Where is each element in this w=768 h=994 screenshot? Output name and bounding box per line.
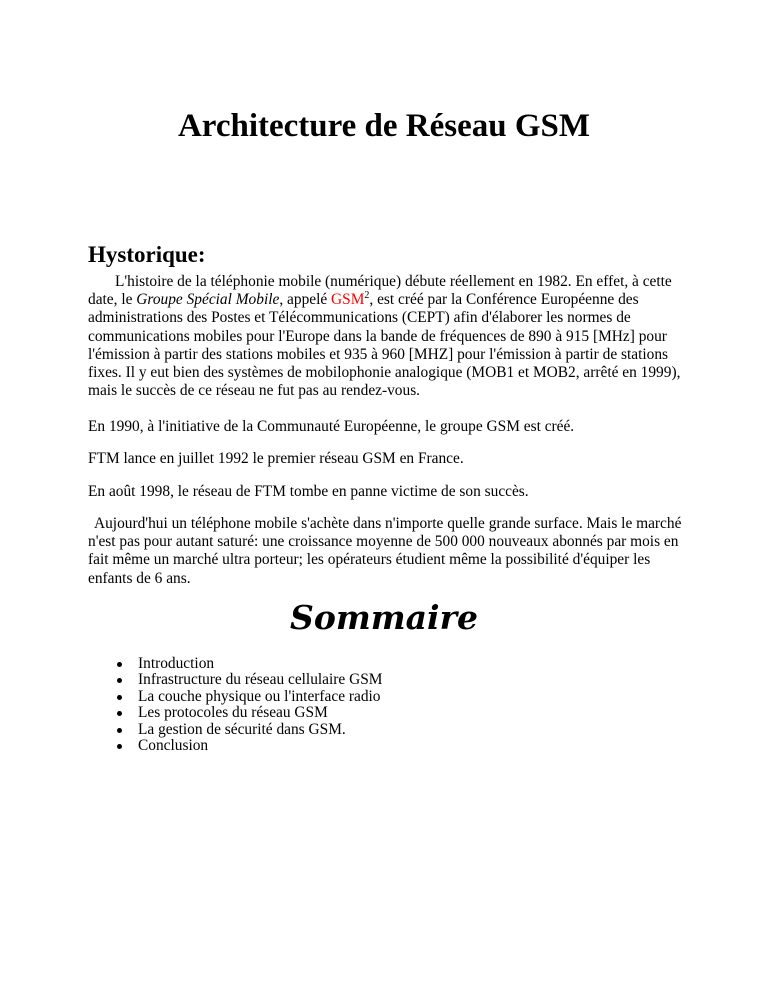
summary-item-label: Conclusion: [138, 737, 209, 755]
paragraph-text: Aujourd'hui un téléphone mobile s'achète dans n'importe quelle grande surface. Mais le marché n'est pas pour autant saturé: une croissance moyenne de 500 000 nouveaux abonnés par mois en fait même un marché ultra porteur; les opérateurs étudient même la possibilité d'équiper les enfants de 6 ans.: [88, 515, 682, 587]
summary-item-conclusion[interactable]: [88, 738, 382, 754]
summary-item-protocoles[interactable]: [88, 705, 382, 721]
bullet-icon: [117, 662, 122, 667]
summary-heading: Sommaire: [290, 598, 478, 637]
paragraph-history-intro: [88, 273, 688, 400]
paragraph-1990: En 1990, à l'initiative de la Communauté Européenne, le groupe GSM est créé.: [88, 418, 575, 435]
paragraph-1998: En août 1998, le réseau de FTM tombe en panne victime de son succès.: [88, 483, 529, 500]
section-heading-historique: Hystorique:: [88, 242, 206, 267]
summary-item-couche-physique[interactable]: [88, 689, 382, 705]
bullet-icon: [117, 728, 122, 733]
summary-item-securite[interactable]: [88, 722, 382, 738]
summary-item-label: Infrastructure du réseau cellulaire GSM: [138, 671, 383, 689]
summary-item-label: Introduction: [138, 655, 215, 672]
summary-item-label: Les protocoles du réseau GSM: [138, 704, 328, 722]
bullet-icon: [117, 711, 122, 716]
summary-item-infrastructure[interactable]: [88, 672, 382, 688]
footnote-marker: 2: [364, 290, 370, 302]
summary-list: [88, 656, 382, 754]
summary-item-label: La gestion de sécurité dans GSM.: [138, 720, 346, 738]
paragraph-1992: FTM lance en juillet 1992 le premier réseau GSM en France.: [88, 450, 464, 467]
paragraph-text: , est créé par la Conférence Européenne des administrations des Postes et Télécommunications (CEPT) afin d'élaborer les normes de communications mobiles pour l'Europe dans la bande de fréquences de 890 à 915 [MHz] pour l'émission à partir des stations mobiles et 935 à 960 [MHZ] pour l'émission à partir de stations fixes. Il y eut bien des systèmes de mobilophonie analogique (MOB1 et MOB2, arrêté en 1999), mais le succès de ce réseau ne fut pas au rendez-vous.: [88, 291, 681, 400]
bullet-icon: [117, 695, 122, 700]
paragraph-today: [88, 515, 688, 588]
bullet-icon: [117, 678, 122, 683]
paragraph-text: , appelé: [279, 291, 332, 309]
gsm-link[interactable]: GSM: [331, 291, 365, 309]
summary-item-label: La couche physique ou l'interface radio: [138, 687, 381, 705]
paragraph-text: L'histoire de la téléphonie mobile (numérique) débute réellement en 1982. En effet, à cette date, le: [88, 273, 672, 309]
emphasis-groupe-special-mobile: Groupe Spécial Mobile: [136, 291, 280, 309]
page-title: Architecture de Réseau GSM: [177, 108, 591, 144]
bullet-icon: [117, 744, 122, 749]
summary-item-introduction[interactable]: [88, 656, 382, 672]
